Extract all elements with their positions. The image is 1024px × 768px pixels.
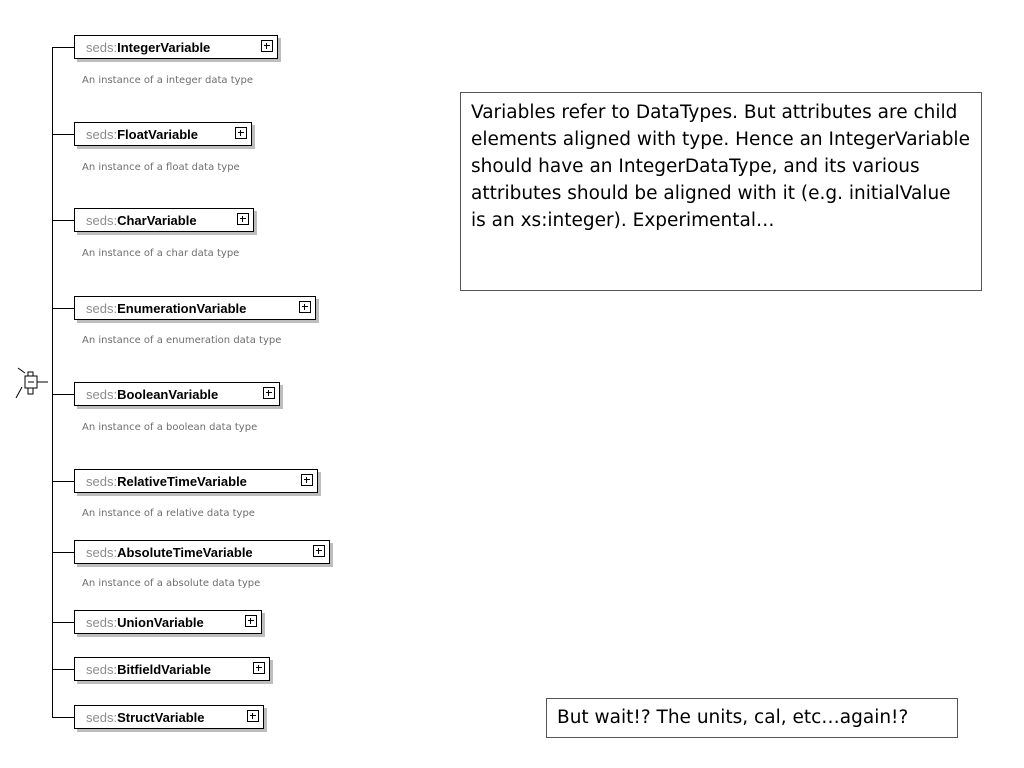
element-label: seds:RelativeTimeVariable [86,474,247,489]
expand-plus-icon[interactable] [253,662,265,674]
tree-branch [52,669,74,670]
element-integer-variable[interactable] [74,35,278,59]
element-label: seds:CharVariable [86,213,197,228]
tree-branch [52,481,74,482]
element-label: seds:UnionVariable [86,615,204,630]
element-bitfield-variable[interactable] [74,657,270,681]
expand-plus-icon[interactable] [313,545,325,557]
element-label: seds:IntegerVariable [86,40,211,55]
tree-branch [52,622,74,623]
choice-compositor-icon[interactable] [14,366,48,400]
tree-branch [52,394,74,395]
tree-branch [52,308,74,309]
element-float-variable[interactable] [74,122,252,146]
element-description: An instance of a enumeration data type [82,335,282,346]
element-label: seds:StructVariable [86,710,205,725]
element-description: An instance of a float data type [82,162,240,173]
element-relative-time-variable[interactable] [74,469,318,493]
tree-branch [52,220,74,221]
tree-branch [52,552,74,553]
expand-plus-icon[interactable] [263,387,275,399]
element-description: An instance of a char data type [82,248,240,259]
tree-branch [52,134,74,135]
element-label: seds:BitfieldVariable [86,662,211,677]
element-description: An instance of a integer data type [82,75,254,86]
element-enumeration-variable[interactable] [74,296,316,320]
element-label: seds:EnumerationVariable [86,301,247,316]
element-struct-variable[interactable] [74,705,264,729]
element-label: seds:AbsoluteTimeVariable [86,545,253,560]
element-absolute-time-variable[interactable] [74,540,330,564]
element-boolean-variable[interactable] [74,382,280,406]
expand-plus-icon[interactable] [247,710,259,722]
element-label: seds:BooleanVariable [86,387,219,402]
element-description: An instance of a absolute data type [82,578,261,589]
expand-plus-icon[interactable] [301,474,313,486]
tree-vertical-connector [52,47,53,717]
expand-plus-icon[interactable] [261,40,273,52]
expand-plus-icon[interactable] [237,213,249,225]
expand-plus-icon[interactable] [235,127,247,139]
expand-plus-icon[interactable] [299,301,311,313]
element-union-variable[interactable] [74,610,262,634]
expand-plus-icon[interactable] [245,615,257,627]
annotation-note-secondary: But wait!? The units, cal, etc…again!? [546,698,958,738]
annotation-note-main: Variables refer to DataTypes. But attributes are child elements aligned with type. Hence an IntegerVariable should have an IntegerDataType, and its various attributes should be aligned with it (e.g. initialValue is an xs:integer). Experimental… [460,92,982,291]
element-description: An instance of a relative data type [82,508,255,519]
element-char-variable[interactable] [74,208,254,232]
element-description: An instance of a boolean data type [82,422,258,433]
tree-branch [52,47,74,48]
tree-branch [52,717,74,718]
element-label: seds:FloatVariable [86,127,198,142]
